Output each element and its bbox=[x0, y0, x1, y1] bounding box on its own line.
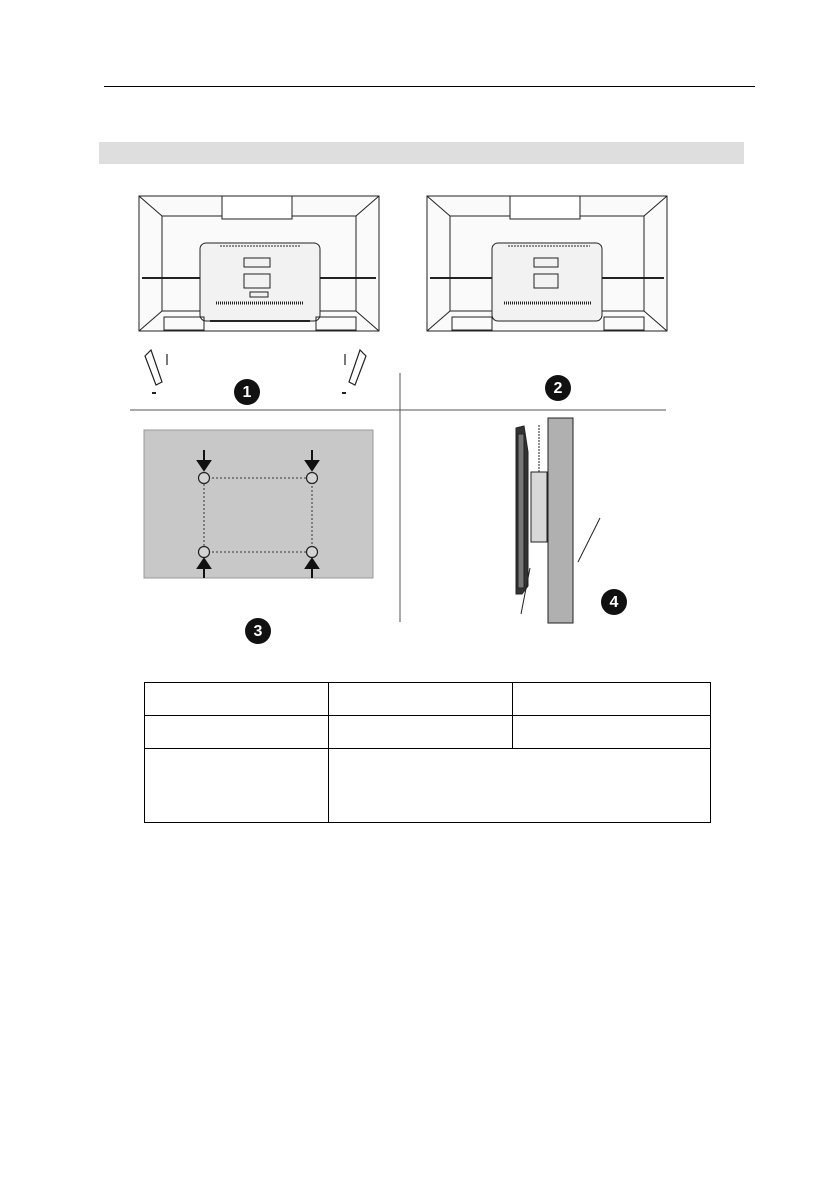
table-cell bbox=[513, 683, 711, 716]
step-marker-1 bbox=[234, 379, 260, 405]
mount-hole-top-right bbox=[307, 473, 318, 484]
table-row bbox=[145, 749, 711, 823]
wall-bracket bbox=[531, 472, 547, 542]
step-marker-2 bbox=[545, 375, 571, 401]
mount-hole-bottom-left bbox=[199, 547, 210, 558]
mount-hole-bottom-right bbox=[307, 547, 318, 558]
step-label-3: 3 bbox=[253, 623, 263, 640]
step-marker-4 bbox=[601, 589, 627, 615]
tv-back-without-stand bbox=[427, 196, 667, 331]
table-cell bbox=[145, 716, 329, 749]
step-label-2: 2 bbox=[553, 380, 563, 397]
wall-side-view bbox=[516, 418, 600, 623]
table-cell bbox=[145, 749, 329, 823]
wall bbox=[548, 418, 573, 623]
table-cell bbox=[513, 716, 711, 749]
table-cell bbox=[329, 749, 711, 823]
tv-back-with-stand bbox=[139, 196, 379, 331]
table-cell bbox=[329, 683, 513, 716]
step-label-1: 1 bbox=[242, 384, 252, 401]
step-label-4: 4 bbox=[609, 594, 619, 611]
wall-mount-diagram bbox=[130, 190, 670, 650]
table-cell bbox=[329, 716, 513, 749]
spec-table bbox=[144, 682, 711, 823]
table-row bbox=[145, 683, 711, 716]
step-marker-3 bbox=[245, 618, 271, 644]
wall-mount-illustration bbox=[130, 190, 670, 650]
table-cell bbox=[145, 683, 329, 716]
table-row bbox=[145, 716, 711, 749]
mount-hole-top-left bbox=[199, 473, 210, 484]
header-rule bbox=[104, 86, 755, 87]
section-title-bar bbox=[99, 142, 744, 164]
vesa-panel bbox=[144, 430, 373, 578]
